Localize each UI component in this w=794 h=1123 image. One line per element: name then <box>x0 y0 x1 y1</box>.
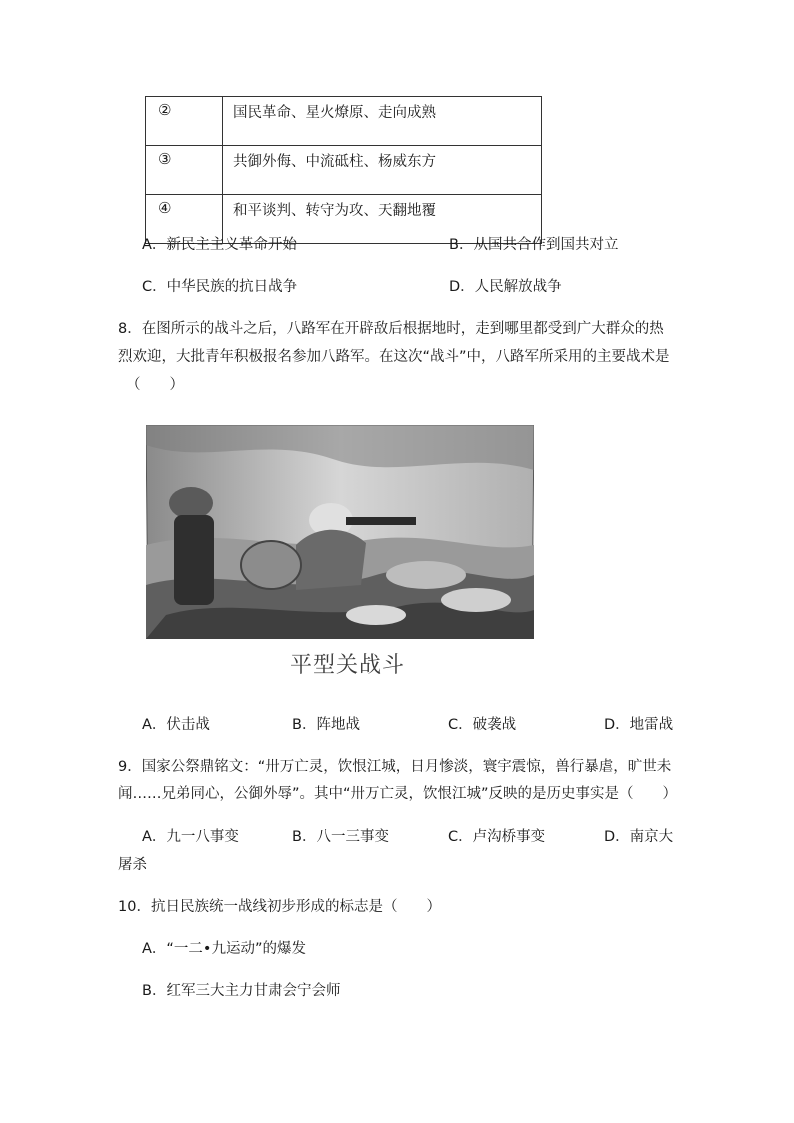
table-row <box>146 97 542 146</box>
q9-option-b[interactable]: B．八一三事变 <box>292 829 389 845</box>
q7-option-b[interactable]: B．从国共合作到国共对立 <box>449 237 619 253</box>
battle-photo <box>146 425 534 639</box>
q10-stem: 10．抗日民族统一战线初步形成的标志是（ ） <box>118 899 441 915</box>
table-row <box>146 146 542 195</box>
q10-option-b[interactable]: B．红军三大主力甘肃会宁会师 <box>142 983 341 999</box>
q8-option-c[interactable]: C．破袭战 <box>448 717 517 733</box>
q8-stem-line2: 烈欢迎，大批青年积极报名参加八路军。在这次“战斗”中，八路军所采用的主要战术是 <box>118 349 670 365</box>
row-text: 共御外侮、中流砥柱、杨威东方 <box>223 146 542 195</box>
row-number: ④ <box>146 195 223 244</box>
q9-option-a[interactable]: A．九一八事变 <box>142 829 239 845</box>
q10-option-a[interactable]: A．“一二•九运动”的爆发 <box>142 941 306 957</box>
photo-caption: 平型关战斗 <box>290 653 406 678</box>
row-text: 和平谈判、转守为攻、天翻地覆 <box>223 195 542 244</box>
row-number: ② <box>146 97 223 146</box>
row-text: 国民革命、星火燎原、走向成熟 <box>223 97 542 146</box>
q9-stem-line2: 闻……兄弟同心，公御外辱”。其中“卅万亡灵，饮恨江城”反映的是历史事实是（ ） <box>118 786 678 802</box>
q8-option-b[interactable]: B．阵地战 <box>292 717 360 733</box>
q8-option-a[interactable]: A．伏击战 <box>142 717 210 733</box>
q9-option-c[interactable]: C．卢沟桥事变 <box>448 829 546 845</box>
q9-option-d[interactable]: D．南京大 <box>604 829 674 845</box>
q8-option-d[interactable]: D．地雷战 <box>604 717 674 733</box>
row-number: ③ <box>146 146 223 195</box>
q7-option-a[interactable]: A．新民主主义革命开始 <box>142 237 297 253</box>
q7-option-c[interactable]: C．中华民族的抗日战争 <box>142 279 298 295</box>
q9-option-d-continued: 屠杀 <box>118 857 147 873</box>
options-table <box>145 96 542 244</box>
q7-option-d[interactable]: D．人民解放战争 <box>449 279 562 295</box>
q9-stem-line1: 9．国家公祭鼎铭文：“卅万亡灵，饮恨江城，日月惨淡，寰宇震惊，兽行暴虐，旷世未 <box>118 759 672 775</box>
q8-stem-line3: （ ） <box>126 377 184 393</box>
q8-stem-line1: 8．在图所示的战斗之后，八路军在开辟敌后根据地时，走到哪里都受到广大群众的热 <box>118 321 664 337</box>
